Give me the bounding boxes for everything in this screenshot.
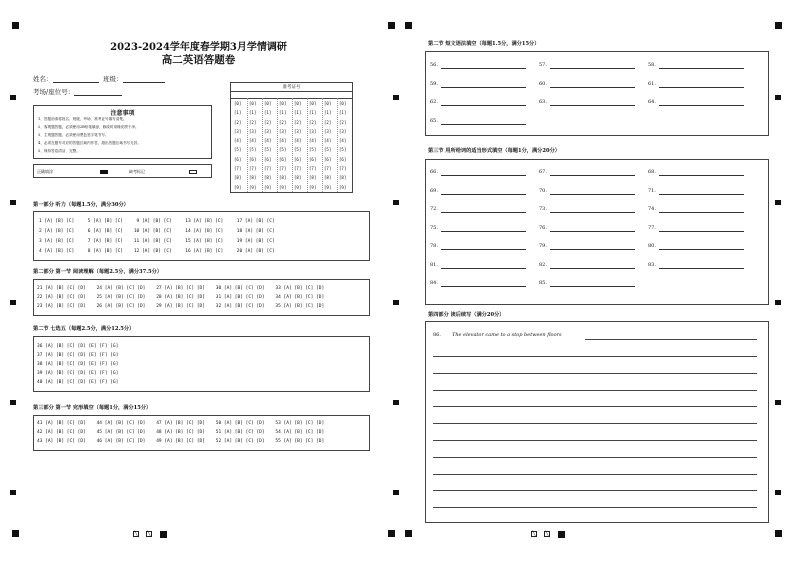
blank-number: 74.: [648, 206, 656, 212]
page-code-box: ╲: [147, 531, 151, 537]
cloze-answer-box: [33, 415, 370, 451]
seat-field[interactable]: [33, 87, 122, 96]
exam-number-digit-bubble[interactable]: [1]: [264, 110, 272, 116]
answer-line[interactable]: [659, 231, 744, 232]
exam-number-digit-bubble[interactable]: [3]: [264, 128, 272, 134]
answer-row[interactable]: 37 [A] [B] [C] [D] [E] [F] [G]: [37, 353, 119, 358]
answer-line[interactable]: [441, 105, 526, 106]
exam-number-digit-bubble[interactable]: [9]: [294, 184, 302, 190]
exam-number-digit-bubble[interactable]: [6]: [249, 156, 257, 162]
exam-number-title: 准考证号: [282, 85, 301, 90]
fill-blank[interactable]: [539, 243, 547, 249]
corner-mark-top-middle-left: [388, 22, 395, 29]
exam-number-digit-column: [234, 99, 241, 192]
answer-line[interactable]: [441, 231, 526, 232]
timing-mark: [10, 400, 16, 405]
exam-number-digit-bubble[interactable]: [8]: [249, 175, 257, 181]
fill-blank[interactable]: [648, 99, 656, 105]
blank-number: 62.: [430, 99, 438, 105]
exam-number-digit-bubble[interactable]: [7]: [294, 166, 302, 172]
exam-number-digit-bubble[interactable]: [1]: [279, 110, 287, 116]
blank-number: 69.: [430, 187, 438, 194]
notice-item: 2、客观题答题，必须使用2B铅笔填涂，修改时用橡皮擦干净。: [38, 125, 139, 129]
exam-number-digit-bubble[interactable]: [4]: [324, 138, 332, 144]
fill-blank[interactable]: [648, 262, 656, 268]
answer-line[interactable]: [550, 175, 635, 176]
answer-line[interactable]: [550, 194, 635, 195]
answer-line[interactable]: [550, 268, 635, 269]
writing-line[interactable]: [433, 356, 757, 357]
corner-mark-bottom-middle-left: [388, 530, 395, 537]
fill-blank[interactable]: [539, 169, 547, 175]
grammar-fill-title: 第二节 短文语法填空（每题1.5分，满分15分）: [428, 41, 540, 47]
corner-mark-top-left: [12, 22, 19, 29]
answer-row[interactable]: 40 [A] [B] [C] [D] [E] [F] [G]: [37, 380, 119, 385]
seven-choose-five-title: 第二节 七选五（每题2.5分，满分12.5分）: [33, 326, 135, 332]
exam-number-digit-bubble[interactable]: [0]: [324, 101, 332, 106]
fill-blank[interactable]: [648, 225, 656, 231]
exam-number-digit-bubble[interactable]: [6]: [324, 156, 332, 162]
answer-line[interactable]: [659, 87, 744, 88]
exam-number-digit-bubble[interactable]: [7]: [279, 166, 287, 172]
fill-blank[interactable]: [430, 188, 438, 194]
corner-mark-bottom-left: [12, 530, 19, 537]
fill-blank[interactable]: [648, 206, 656, 212]
name-label: 姓名：: [33, 75, 53, 83]
correct-fill-label: 正确填涂: [37, 169, 53, 174]
writing-line[interactable]: [433, 406, 757, 407]
answer-line[interactable]: [550, 231, 635, 232]
exam-number-digit-bubble[interactable]: [1]: [294, 110, 302, 116]
exam-number-digit-bubble[interactable]: [6]: [234, 156, 242, 162]
answer-row[interactable]: 3 [A] [B] [C] 7 [A] [B] [C] 11 [A] [B] [C] 15 [A] [B] [C] 19 [A] [B] [C]: [39, 239, 275, 244]
fill-blank[interactable]: [539, 225, 547, 231]
exam-number-digit-bubble[interactable]: [8]: [279, 175, 287, 181]
exam-number-box: [230, 82, 353, 193]
page-code-box: ╲: [134, 531, 138, 537]
exam-number-digit-bubble[interactable]: [0]: [249, 101, 257, 106]
fill-blank[interactable]: [430, 225, 438, 231]
timing-mark: [10, 490, 16, 495]
exam-number-digit-bubble[interactable]: [4]: [309, 138, 317, 144]
fill-blank[interactable]: [648, 81, 656, 87]
fill-blank[interactable]: [648, 188, 656, 194]
class-field[interactable]: [103, 74, 165, 83]
fill-blank[interactable]: [430, 206, 438, 212]
exam-number-digit-bubble[interactable]: [0]: [309, 101, 317, 106]
timing-mark: [393, 490, 399, 495]
page-subtitle: 高二英语答题卷: [161, 54, 236, 66]
blank-number: 57.: [539, 62, 547, 68]
exam-number-digit-bubble[interactable]: [0]: [294, 101, 302, 106]
answer-row[interactable]: 2 [A] [B] [C] 6 [A] [B] [C] 10 [A] [B] [C] 14 [A] [B] [C] 18 [A] [B] [C]: [39, 229, 275, 234]
exam-number-digit-bubble[interactable]: [4]: [279, 138, 287, 144]
answer-line[interactable]: [441, 249, 526, 250]
fill-blank[interactable]: [430, 118, 438, 124]
grammar-fill-box: [425, 51, 769, 136]
answer-row[interactable]: 23 [A] [B] [C] [D] 26 [A] [B] [C] [D] 29 [A] [B] [C] [D] 32 [A] [B] [C] [D] 35 [A] [B] [C] [D]: [37, 304, 325, 309]
cloze-section-title: 第三部分 第一节 完形填空（每题1分，满分15分）: [33, 405, 152, 411]
answer-line[interactable]: [659, 175, 744, 176]
exam-number-digit-bubble[interactable]: [8]: [264, 175, 272, 181]
exam-number-digit-bubble[interactable]: [6]: [264, 156, 272, 162]
notice-title: 注意事项: [110, 110, 135, 117]
exam-number-digit-column: [324, 99, 331, 192]
exam-number-digit-bubble[interactable]: [6]: [279, 156, 287, 162]
exam-number-digit-bubble[interactable]: [6]: [309, 156, 317, 162]
exam-number-digit-bubble[interactable]: [2]: [294, 119, 302, 125]
exam-number-digit-bubble[interactable]: [3]: [279, 128, 287, 134]
exam-number-digit-bubble[interactable]: [8]: [339, 175, 347, 181]
answer-line[interactable]: [441, 124, 526, 125]
blank-number: 78.: [430, 243, 438, 249]
exam-number-digit-bubble[interactable]: [1]: [249, 110, 257, 116]
exam-number-digit-bubble[interactable]: [4]: [234, 138, 242, 144]
exam-number-digit-bubble[interactable]: [7]: [234, 166, 242, 172]
timing-mark: [775, 300, 781, 305]
page-code-mark: [558, 531, 565, 538]
exam-number-digit-bubble[interactable]: [4]: [264, 138, 272, 144]
writing-prompt: The elevator came to a stop between floors: [452, 332, 562, 338]
blank-number: 56.: [430, 62, 438, 68]
exam-number-digit-column: [309, 99, 316, 192]
exam-number-digit-bubble[interactable]: [2]: [339, 119, 347, 125]
answer-line[interactable]: [441, 87, 526, 88]
exam-number-digit-bubble[interactable]: [7]: [324, 166, 332, 172]
corner-mark-top-middle-right: [405, 22, 412, 29]
fill-blank[interactable]: [430, 169, 438, 175]
exam-number-digit-bubble[interactable]: [3]: [249, 128, 257, 134]
writing-line[interactable]: [433, 373, 757, 374]
class-label: 班级：: [103, 75, 123, 83]
blank-number: 76.: [539, 224, 547, 231]
answer-row[interactable]: 41 [A] [B] [C] [D] 44 [A] [B] [C] [D] 47 [A] [B] [C] [D] 50 [A] [B] [C] [D] 53 [A] [B] [C] [D]: [37, 421, 325, 426]
writing-prompt-line[interactable]: [585, 339, 757, 340]
exam-number-digit-bubble[interactable]: [5]: [309, 147, 317, 153]
page-title: 2023-2024学年度春学期3月学情调研: [110, 42, 287, 53]
writing-line[interactable]: [433, 490, 757, 491]
exam-number-digit-bubble[interactable]: [2]: [249, 119, 257, 125]
exam-number-digit-bubble[interactable]: [6]: [294, 156, 302, 162]
notice-item: 4、必须在题号对应的答题区域内作答，超出答题区域书写无效。: [38, 141, 141, 145]
answer-line[interactable]: [441, 286, 526, 287]
writing-line[interactable]: [433, 440, 757, 441]
exam-number-digit-bubble[interactable]: [3]: [234, 128, 242, 134]
blank-number: 77.: [648, 224, 656, 231]
exam-number-digit-bubble[interactable]: [9]: [234, 184, 242, 190]
blank-number: 79.: [539, 243, 547, 249]
exam-number-digit-bubble[interactable]: [1]: [309, 110, 317, 116]
blank-number: 85.: [539, 280, 547, 286]
writing-line[interactable]: [433, 423, 757, 424]
exam-number-digit-bubble[interactable]: [1]: [324, 110, 332, 116]
blank-number: 70.: [539, 187, 547, 194]
blank-number: 65.: [430, 117, 438, 124]
fill-blank[interactable]: [539, 188, 547, 194]
page-code-box: ╲: [545, 531, 549, 537]
exam-number-digit-bubble[interactable]: [0]: [339, 101, 347, 106]
blank-number: 58.: [648, 62, 656, 68]
absent-mark-box[interactable]: [189, 170, 197, 174]
exam-number-digit-column: [264, 99, 271, 192]
blank-number: 71.: [648, 187, 656, 194]
exam-number-digit-bubble[interactable]: [5]: [339, 147, 347, 153]
blank-number: 72.: [430, 206, 438, 212]
exam-number-digit-bubble[interactable]: [7]: [339, 166, 347, 172]
answer-row[interactable]: 22 [A] [B] [C] [D] 25 [A] [B] [C] [D] 28 [A] [B] [C] [D] 31 [A] [B] [C] [D] 34 [A] [B] [C] [D]: [37, 295, 325, 300]
continuation-writing-box: [425, 321, 769, 523]
answer-line[interactable]: [550, 286, 635, 287]
fill-blank[interactable]: [430, 280, 438, 286]
writing-line[interactable]: [433, 507, 757, 508]
exam-number-digit-bubble[interactable]: [8]: [324, 175, 332, 181]
exam-number-digit-bubble[interactable]: [4]: [339, 138, 347, 144]
listening-section-title: 第一部分 听力（每题1.5分，满分30分）: [33, 202, 129, 208]
fill-blank[interactable]: [648, 62, 656, 68]
blank-number: 61.: [648, 80, 656, 87]
fill-blank[interactable]: [648, 243, 656, 249]
exam-number-digit-bubble[interactable]: [5]: [324, 147, 332, 153]
seat-label: 考场/座位号：: [33, 88, 75, 96]
answer-line[interactable]: [659, 105, 744, 106]
timing-mark: [10, 200, 16, 205]
answer-line[interactable]: [550, 212, 635, 213]
exam-number-digit-bubble[interactable]: [6]: [339, 156, 347, 162]
blank-number: 73.: [539, 206, 547, 212]
exam-number-digit-bubble[interactable]: [2]: [234, 119, 242, 125]
exam-number-digit-bubble[interactable]: [9]: [339, 184, 347, 190]
blank-number: 68.: [648, 169, 656, 175]
fill-blank[interactable]: [430, 81, 438, 87]
blank-number: 60.: [539, 80, 547, 87]
exam-number-digit-column: [294, 99, 301, 192]
fill-blank[interactable]: [430, 262, 438, 268]
reading-section-title: 第二部分 第一节 阅读理解（每题2.5分，满分37.5分）: [33, 269, 163, 275]
answer-row[interactable]: 1 [A] [B] [C] 5 [A] [B] [C] 9 [A] [B] [C] 13 [A] [B] [C] 17 [A] [B] [C]: [39, 219, 275, 224]
fill-sample-box: [33, 164, 212, 178]
answer-line[interactable]: [659, 268, 744, 269]
timing-mark: [775, 400, 781, 405]
blank-number: 75.: [430, 224, 438, 231]
continuation-writing-title: 第四部分 读后续写（满分20分）: [428, 312, 505, 318]
writing-line[interactable]: [433, 457, 757, 458]
exam-number-digit-bubble[interactable]: [0]: [234, 101, 242, 106]
exam-number-digit-bubble[interactable]: [7]: [249, 166, 257, 172]
timing-mark: [775, 490, 781, 495]
answer-line[interactable]: [441, 175, 526, 176]
answer-line[interactable]: [659, 194, 744, 195]
blank-number: 83.: [648, 261, 656, 268]
answer-line[interactable]: [659, 68, 744, 69]
exam-number-digit-bubble[interactable]: [3]: [309, 128, 317, 134]
exam-number-digit-column: [249, 99, 256, 192]
exam-number-digit-bubble[interactable]: [8]: [234, 175, 242, 181]
timing-mark: [393, 400, 399, 405]
writing-number: 86.: [433, 332, 441, 338]
answer-line[interactable]: [550, 105, 635, 106]
answer-row[interactable]: 43 [A] [B] [C] [D] 46 [A] [B] [C] [D] 49 [A] [B] [C] [D] 52 [A] [B] [C] [D] 55 [A] [B] [C] [D]: [37, 439, 325, 444]
fill-blank[interactable]: [539, 81, 547, 87]
exam-number-digit-bubble[interactable]: [5]: [279, 147, 287, 153]
answer-line[interactable]: [441, 194, 526, 195]
exam-number-digit-bubble[interactable]: [5]: [249, 147, 257, 153]
exam-number-digit-bubble[interactable]: [5]: [294, 147, 302, 153]
exam-number-digit-bubble[interactable]: [7]: [264, 166, 272, 172]
correct-fill-sample: [100, 170, 108, 174]
fill-blank[interactable]: [648, 169, 656, 175]
answer-row[interactable]: 38 [A] [B] [C] [D] [E] [F] [G]: [37, 362, 119, 367]
fill-blank[interactable]: [539, 206, 547, 212]
notice-box: [33, 105, 212, 159]
page-code-mark: [160, 531, 167, 538]
answer-line[interactable]: [441, 68, 526, 69]
word-form-title: 第三节 用所给词的适当形式填空（每题1分，满分20分）: [428, 148, 560, 154]
fill-blank[interactable]: [539, 262, 547, 268]
word-form-box: [425, 159, 769, 305]
blank-number: 81.: [430, 261, 438, 268]
writing-line[interactable]: [433, 390, 757, 391]
exam-number-digit-bubble[interactable]: [8]: [309, 175, 317, 181]
notice-item: 5、保持答卷清洁、完整。: [38, 149, 80, 153]
answer-row[interactable]: 42 [A] [B] [C] [D] 45 [A] [B] [C] [D] 48 [A] [B] [C] [D] 51 [A] [B] [C] [D] 54 [A] [B] [C] [D]: [37, 430, 325, 435]
page-code-box: ╲: [532, 531, 536, 537]
exam-number-digit-column: [279, 99, 286, 192]
exam-number-digit-bubble[interactable]: [5]: [234, 147, 242, 153]
timing-mark: [393, 95, 399, 100]
fill-blank[interactable]: [430, 243, 438, 249]
answer-line[interactable]: [441, 268, 526, 269]
blank-number: 64.: [648, 99, 656, 105]
name-field[interactable]: [33, 74, 99, 83]
exam-number-digit-bubble[interactable]: [9]: [264, 184, 272, 190]
listening-answer-box: [33, 211, 370, 261]
exam-number-digit-bubble[interactable]: [1]: [234, 110, 242, 116]
timing-mark: [775, 200, 781, 205]
exam-number-digit-bubble[interactable]: [2]: [309, 119, 317, 125]
answer-row[interactable]: 4 [A] [B] [C] 8 [A] [B] [C] 12 [A] [B] [C] 16 [A] [B] [C] 20 [A] [B] [C]: [39, 249, 275, 254]
reading-answer-box: [33, 279, 370, 316]
fill-blank[interactable]: [539, 280, 547, 286]
blank-number: 80.: [648, 243, 656, 249]
answer-line[interactable]: [441, 212, 526, 213]
answer-line[interactable]: [550, 249, 635, 250]
blank-number: 59.: [430, 80, 438, 87]
exam-number-digit-bubble[interactable]: [0]: [264, 101, 272, 106]
exam-number-digit-bubble[interactable]: [2]: [279, 119, 287, 125]
writing-line[interactable]: [433, 474, 757, 475]
timing-mark: [10, 95, 16, 100]
fill-blank[interactable]: [539, 62, 547, 68]
exam-number-digit-bubble[interactable]: [0]: [279, 101, 287, 106]
exam-number-digit-bubble[interactable]: [2]: [324, 119, 332, 125]
exam-number-digit-bubble[interactable]: [8]: [294, 175, 302, 181]
exam-number-digit-bubble[interactable]: [3]: [294, 128, 302, 134]
answer-line[interactable]: [659, 212, 744, 213]
exam-number-digit-bubble[interactable]: [3]: [339, 128, 347, 134]
exam-number-digit-bubble[interactable]: [2]: [264, 119, 272, 125]
seven-choose-five-box: [33, 336, 370, 392]
timing-mark: [775, 95, 781, 100]
corner-mark-bottom-middle-right: [405, 530, 412, 537]
answer-line[interactable]: [659, 249, 744, 250]
notice-item: 3、主观题答题，必须使用黑色签字笔书写。: [38, 133, 109, 137]
blank-number: 63.: [539, 99, 547, 105]
timing-mark: [393, 300, 399, 305]
absent-mark-label: 缺考标记: [129, 169, 145, 174]
timing-mark: [10, 300, 16, 305]
exam-number-digit-bubble[interactable]: [3]: [324, 128, 332, 134]
exam-number-digit-column: [339, 99, 346, 192]
answer-row[interactable]: 39 [A] [B] [C] [D] [E] [F] [G]: [37, 371, 119, 376]
timing-mark: [393, 200, 399, 205]
exam-number-digit-bubble[interactable]: [4]: [294, 138, 302, 144]
answer-row[interactable]: 36 [A] [B] [C] [D] [E] [F] [G]: [37, 344, 119, 349]
exam-number-digit-bubble[interactable]: [5]: [264, 147, 272, 153]
answer-line[interactable]: [550, 68, 635, 69]
exam-number-digit-bubble[interactable]: [7]: [309, 166, 317, 172]
exam-number-digit-bubble[interactable]: [9]: [279, 184, 287, 190]
fill-blank[interactable]: [430, 62, 438, 68]
exam-number-digit-bubble[interactable]: [1]: [339, 110, 347, 116]
corner-mark-bottom-right: [775, 530, 782, 537]
blank-number: 82.: [539, 261, 547, 268]
blank-number: 67.: [539, 169, 547, 175]
exam-number-digit-bubble[interactable]: [4]: [249, 138, 257, 144]
exam-number-digit-bubble[interactable]: [9]: [324, 184, 332, 190]
exam-number-digit-bubble[interactable]: [9]: [249, 184, 257, 190]
blank-number: 66.: [430, 169, 438, 175]
notice-item: 1、答题前请将姓名、班级、考场、准考证号填写清楚。: [38, 117, 127, 121]
answer-row[interactable]: 21 [A] [B] [C] [D] 24 [A] [B] [C] [D] 27 [A] [B] [C] [D] 30 [A] [B] [C] [D] 33 [A] [B] [C] [D]: [37, 286, 325, 291]
blank-number: 84.: [430, 280, 438, 286]
exam-number-digit-bubble[interactable]: [9]: [309, 184, 317, 190]
fill-blank[interactable]: [430, 99, 438, 105]
fill-blank[interactable]: [539, 99, 547, 105]
corner-mark-top-right: [775, 22, 782, 29]
answer-line[interactable]: [550, 87, 635, 88]
